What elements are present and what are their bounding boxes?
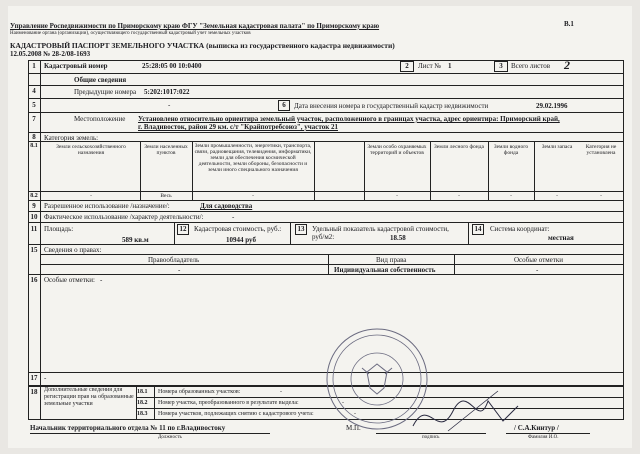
item-number: 18.1 (137, 389, 148, 395)
number-entry-date-label: Дата внесения номера в государственный кадастр недвижимости (294, 102, 489, 110)
right-type-header: Вид права (376, 256, 407, 264)
category-value: - (556, 193, 558, 199)
location-line-2: г. Владивосток, район 29 км. с/т "Крайпотребсоюз", участок 21 (138, 123, 338, 131)
item-value: - (280, 389, 282, 395)
row-number: 15 (30, 246, 38, 254)
row-divider (28, 222, 624, 223)
cadastral-passport-page (8, 6, 632, 448)
category-header: Категория не установлена (585, 144, 617, 156)
rights-label: Сведения о правах: (44, 246, 102, 254)
row-number: 10 (30, 213, 38, 221)
category-value: Весь (160, 193, 172, 199)
category-value: - (458, 193, 460, 199)
signatory-name: / С.А.Кинтур / (514, 424, 559, 432)
cadastral-number-label: Кадастровый номер (44, 62, 108, 70)
specific-value-value: 18.58 (390, 234, 406, 242)
permitted-use-value: Для садоводства (200, 202, 253, 210)
column-divider (468, 222, 469, 244)
category-value: - (510, 193, 512, 199)
position-caption: Должность (158, 435, 182, 440)
area-label: Площадь: (44, 225, 74, 233)
special-notes-value: - (100, 276, 103, 284)
number-column-divider (40, 386, 41, 420)
total-sheets-label: Всего листов (511, 62, 551, 70)
category-header: Земли промышленности, энергетики, транспорта, связи, радиовещания, телевидения, информатики, земли для обеспечения космической деятельности, земли обороны, безопасности и земли иного специального назначения (194, 143, 312, 173)
specific-value-label: Удельный показатель кадастровой стоимости, руб/м2: (312, 225, 449, 241)
item-number: 18.2 (137, 400, 148, 406)
land-category-label: Категория земель: (44, 134, 99, 142)
field-14-number: 14 (472, 224, 484, 235)
category-value: - (252, 193, 254, 199)
category-column-divider (534, 141, 535, 200)
handwritten-signature (408, 386, 528, 446)
category-column-divider (430, 141, 431, 200)
previous-numbers-label: Предыдущие номера (74, 88, 137, 96)
row-number: 5 (32, 101, 36, 109)
category-column-divider (140, 141, 141, 200)
actual-use-label: Фактическое использование /характер деятельности/: (44, 213, 204, 221)
field-12-number: 12 (177, 224, 189, 235)
category-column-divider (488, 141, 489, 200)
document-title: КАДАСТРОВЫЙ ПАСПОРТ ЗЕМЕЛЬНОГО УЧАСТКА (выписка из государственного кадастра недвижимости) (10, 41, 395, 50)
item-label: Номера участков, подлежащих снятию с кадастрового учета: (158, 411, 314, 417)
seal-mark: М.П. (346, 424, 361, 432)
rights-notes-header: Особые отметки (514, 256, 563, 264)
row-divider (28, 98, 624, 99)
general-info-heading: Общие сведения (74, 76, 127, 84)
cadastral-value-value: 10944 руб (226, 236, 256, 244)
row-number: 7 (32, 115, 36, 123)
row-number: 11 (30, 225, 38, 233)
row-number: 17 (30, 374, 38, 382)
rights-notes-value: - (536, 266, 539, 274)
item-value: - (354, 411, 356, 417)
category-header: Земли водного фонда (493, 144, 529, 156)
row-number: 8 (32, 133, 36, 141)
row-number: 4 (32, 87, 36, 95)
rights-holder-value: - (178, 266, 181, 274)
category-header: Земли особо охраняемых территорий и объектов (367, 144, 427, 156)
column-divider (154, 386, 155, 420)
category-column-divider (314, 141, 315, 200)
row-number: 1 (32, 62, 36, 70)
category-column-divider (364, 141, 365, 200)
category-header: Земли населенных пунктов (144, 144, 188, 156)
right-type-value: Индивидуальная собственность (334, 266, 436, 274)
category-header: Земли запаса (541, 144, 573, 150)
special-notes-label: Особые отметки: (44, 276, 95, 284)
row-divider (28, 112, 624, 113)
total-sheets-field-number: 3 (494, 61, 508, 72)
row-number: 16 (30, 276, 38, 284)
total-sheets-value: 2 (564, 58, 570, 72)
item-label: Номера образованных участков: (158, 389, 241, 395)
row-divider (28, 211, 624, 212)
signatory-position: Начальник территориального отдела № 11 по г.Владивостоку (30, 424, 226, 432)
category-header: Земли сельскохозяйственного назначения (56, 144, 126, 156)
row-divider (28, 244, 624, 245)
row-number: 9 (32, 202, 36, 210)
category-value: - (600, 193, 602, 199)
column-divider (174, 222, 175, 244)
item-number: 18.3 (137, 411, 148, 417)
cadastral-number-value: 25:28:05 00 10:0400 (142, 62, 202, 70)
row-divider (28, 200, 624, 201)
cadastral-value-label: Кадастровая стоимость, руб.: (194, 225, 282, 233)
column-divider (290, 222, 291, 244)
sheet-label: Лист № (418, 62, 442, 70)
permitted-use-label: Разрешенное использование /назначение/: (44, 202, 170, 210)
previous-numbers-value: 5:202:1017:022 (144, 88, 190, 96)
number-entry-date-value: 29.02.1996 (536, 102, 568, 110)
row-divider (40, 254, 624, 255)
agency-name: Управление Росnедвижимости по Приморскому краю ФГУ "Земельная кадастровая палата" по Приморскому краю (10, 22, 380, 30)
location-label: Местоположение (74, 115, 126, 123)
row-number: 8.1 (30, 143, 38, 149)
row-divider (28, 132, 624, 133)
category-value: - (90, 193, 92, 199)
item-label: Номер участка, преобразованного в результате выдела: (158, 400, 299, 406)
row17-value: - (44, 374, 47, 382)
signature-caption: подпись (422, 435, 440, 440)
name-caption: Фамилия И.О. (528, 435, 559, 440)
location-line-1: Установлено относительно ориентира земельный участок, расположенного в границах участка, адрес ориентира: Приморский край, (138, 115, 560, 123)
row-number: 18 (30, 388, 38, 396)
category-value: - (396, 193, 398, 199)
sheet-field-number: 2 (400, 61, 414, 72)
agency-caption: Наименование органа (организации), осуществляющего государственный кадастровый учет земельных участков (10, 31, 251, 36)
rights-holder-header: Правообладатель (148, 256, 200, 264)
row5-value: - (168, 101, 171, 109)
area-value: 589 кв.м (122, 236, 149, 244)
row-divider (28, 274, 624, 275)
row-divider (28, 85, 624, 86)
registration-info-label: Дополнительные сведения для регистрации прав на образованные земельные участки (44, 387, 134, 407)
number-column-divider (40, 60, 41, 386)
row-divider (28, 73, 624, 74)
document-date-number: 12.05.2008 № 28-2/08-1693 (10, 50, 91, 58)
coordinate-system-value: местная (548, 234, 574, 242)
actual-use-value: - (232, 213, 235, 221)
sheet-value: 1 (448, 62, 452, 70)
item-value: - (342, 400, 344, 406)
coordinate-system-label: Система координат: (490, 225, 550, 233)
row-number: 8.2 (30, 193, 38, 199)
signature-line (30, 433, 270, 434)
row-divider (40, 264, 624, 265)
field-6-number: 6 (278, 100, 290, 111)
form-code: В.1 (564, 20, 574, 28)
category-column-divider (192, 141, 193, 200)
category-header: Земли лесного фонда (434, 144, 484, 150)
field-13-number: 13 (295, 224, 307, 235)
